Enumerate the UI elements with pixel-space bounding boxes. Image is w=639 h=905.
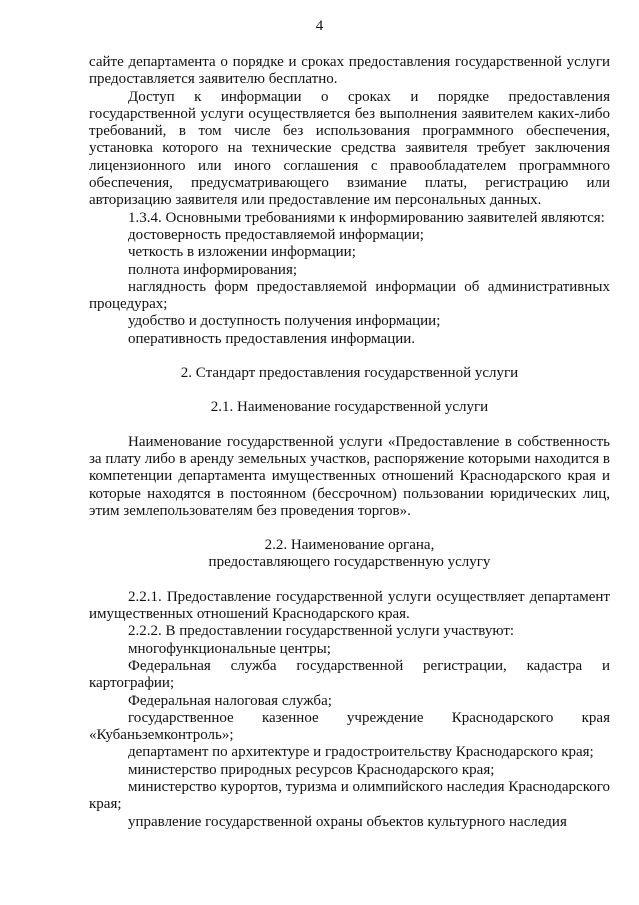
page-number: 4 [315, 18, 324, 34]
spacer [89, 520, 610, 537]
spacer [89, 348, 610, 365]
list-item: оперативность предоставления информации. [128, 330, 416, 347]
list-item: министерство природных ресурсов Краснодарского края; [128, 761, 495, 778]
paragraph: сайте департамента о порядке и сроках предоставления государственной услуги предоставляется заявителю бесплатно. [89, 54, 610, 88]
paragraph: 2.2.2. В предоставлении государственной услуги участвуют: [128, 623, 515, 640]
subsection-heading: 2.1. Наименование государственной услуги [210, 399, 489, 416]
list-item: Федеральная служба государственной регистрации, кадастра и картографии; [89, 657, 610, 692]
subsection-heading: 2.2. Наименование органа, [264, 537, 435, 554]
list-item: наглядность форм предоставляемой информации об административных процедурах; [89, 278, 610, 313]
list-item: полнота информирования; [128, 261, 298, 278]
list-item: департамент по архитектуре и градостроительству Краснодарского края; [128, 744, 594, 761]
list-item: удобство и доступность получения информации; [128, 313, 441, 330]
section-heading: 2. Стандарт предоставления государственной услуги [180, 365, 519, 382]
list-item: многофункциональные центры; [128, 640, 331, 657]
list-item: достоверность предоставляемой информации; [128, 226, 424, 243]
paragraph: Доступ к информации о сроках и порядке предоставления государственной услуги осуществляется без выполнения заявителем каких-либо требований, в том числе без использования программного обеспечения, установка которого на технические средства заявителя требует заключения лицензионного или иного соглашения с правообладателем программного обеспечения, предусматривающего взимание платы, регистрацию или авторизацию заявителя или предоставление им персональных данных. [89, 88, 610, 209]
document-body [89, 54, 610, 831]
spacer [89, 382, 610, 399]
list-item: четкость в изложении информации; [128, 244, 356, 261]
subsection-heading: предоставляющего государственную услугу [208, 554, 491, 571]
list-item: управление государственной охраны объектов культурного наследия [128, 813, 567, 830]
spacer [89, 572, 610, 589]
paragraph: 2.2.1. Предоставление государственной услуги осуществляет департамент имущественных отношений Краснодарского края. [89, 588, 610, 623]
list-item: Федеральная налоговая служба; [128, 692, 332, 709]
paragraph: 1.3.4. Основными требованиями к информированию заявителей являются: [128, 209, 605, 226]
list-item: министерство курортов, туризма и олимпийского наследия Краснодарского края; [89, 778, 610, 813]
list-item: государственное казенное учреждение Краснодарского края «Кубаньземконтроль»; [89, 709, 610, 744]
spacer [89, 417, 610, 434]
paragraph: Наименование государственной услуги «Предоставление в собственность за плату либо в аренду земельных участков, распоряжение которыми находится в компетенции департамента имущественных отношений Краснодарского края и которые находятся в постоянном (бессрочном) пользовании юридических лиц, этим землепользователям без проведения торгов». [89, 433, 610, 519]
